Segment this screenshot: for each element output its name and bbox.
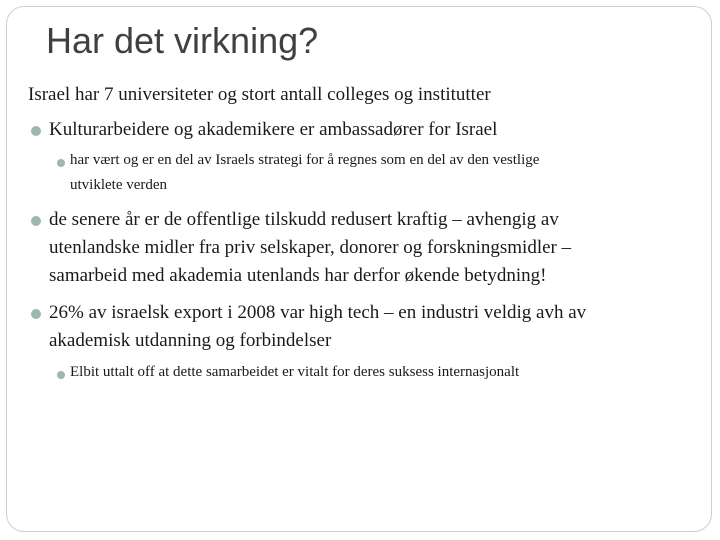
bullet-3-line-1: 26% av israelsk export i 2008 var high tech – en industri veldig avh av (49, 302, 587, 323)
sub-bullet-2-line-1: Elbit uttalt off at dette samarbeidet er vitalt for deres suksess internasjonalt (70, 364, 520, 380)
bullet-icon (57, 159, 65, 167)
sub-bullet-1-line-2: utviklete verden (70, 177, 168, 193)
bullet-icon (31, 126, 41, 136)
slide-title: Har det virkning? (46, 20, 319, 61)
bullet-3-line-2: akademisk utdanning og forbindelser (49, 330, 332, 351)
intro-text: Israel har 7 universiteter og stort antall colleges og institutter (28, 84, 491, 105)
bullet-2-line-1: de senere år er de offentlige tilskudd redusert kraftig – avhengig av (49, 209, 559, 230)
bullet-2-line-2: utenlandske midler fra priv selskaper, donorer og forskningsmidler – (49, 237, 572, 258)
sub-bullet-1-line-1: har vært og er en del av Israels strategi for å regnes som en del av den vestlige (70, 152, 540, 168)
bullet-icon (31, 216, 41, 226)
bullet-1-line-1: Kulturarbeidere og akademikere er ambassadører for Israel (49, 119, 498, 140)
bullet-icon (31, 309, 41, 319)
bullet-icon (57, 371, 65, 379)
bullet-2-line-3: samarbeid med akademia utenlands har derfor økende betydning! (49, 265, 547, 286)
